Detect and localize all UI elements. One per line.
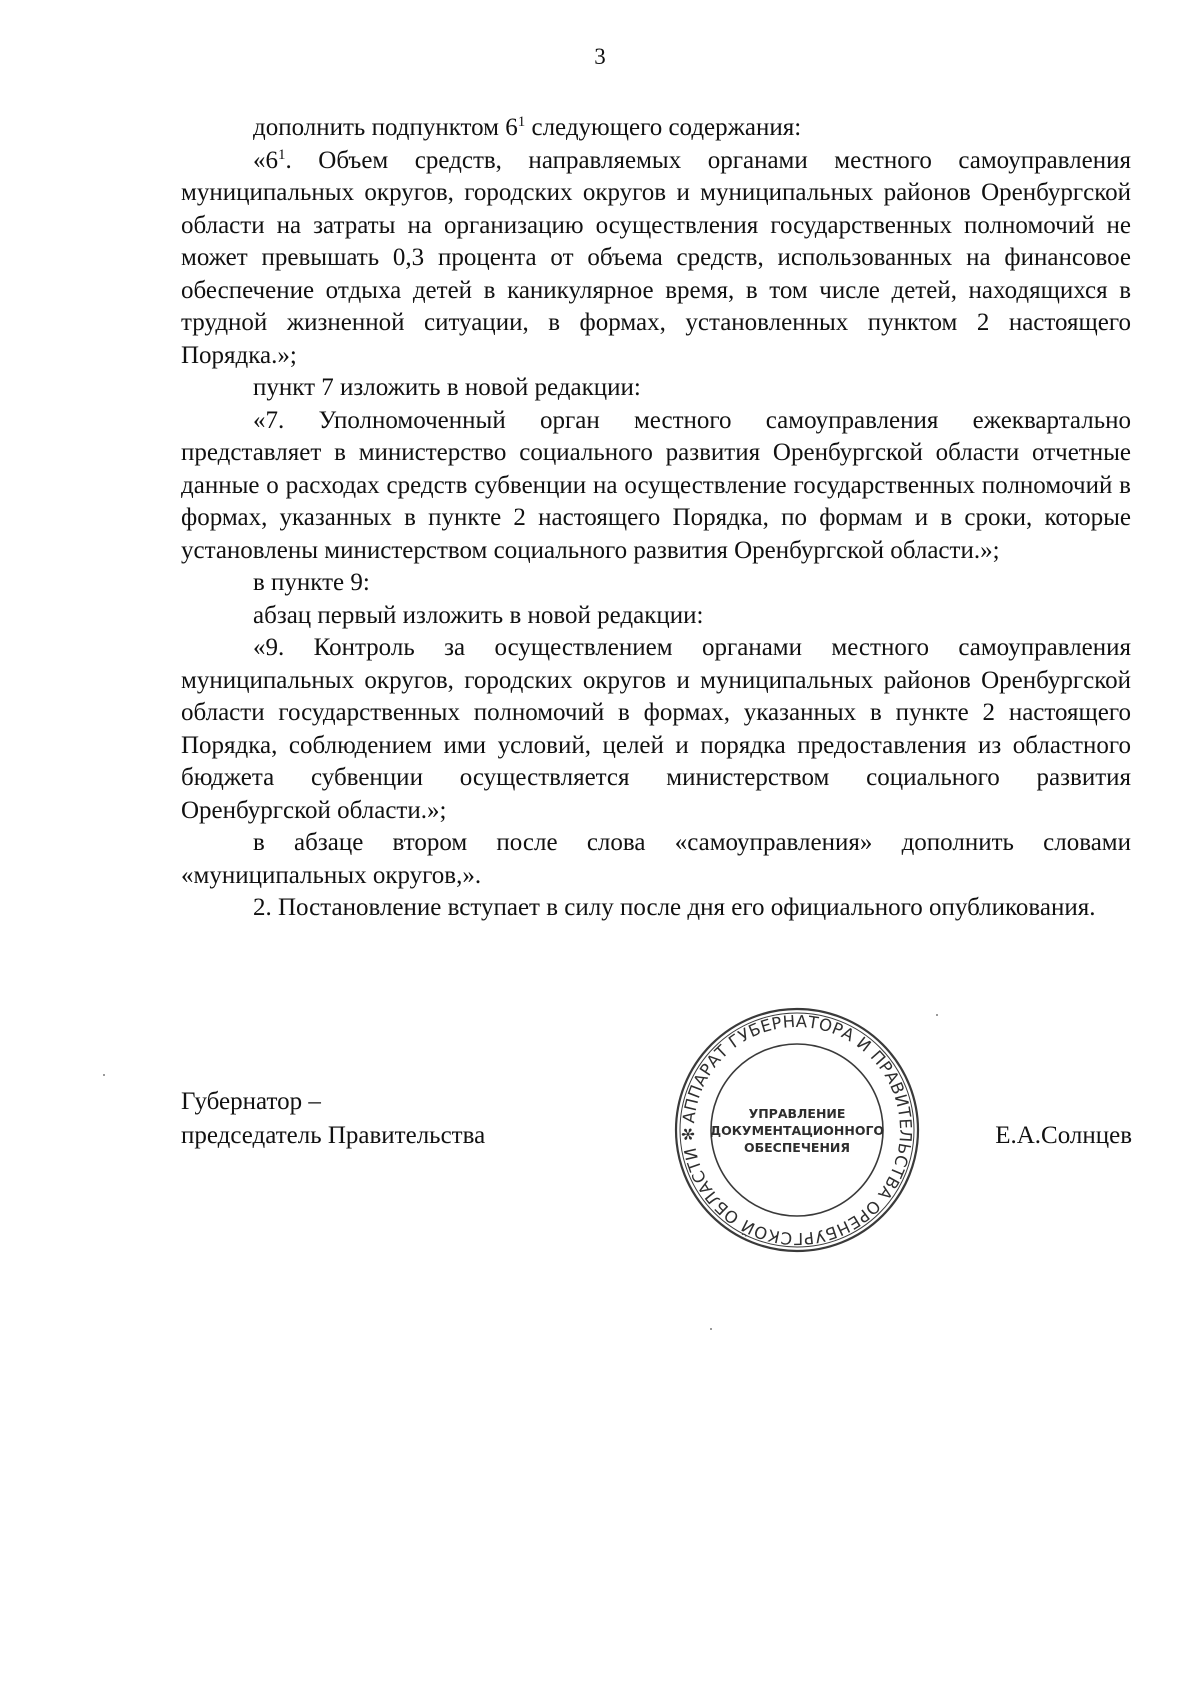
stamp-center-line-1: УПРАВЛЕНИЕ [748,1106,846,1121]
scan-speck [710,1328,712,1330]
signatory-title [181,1085,485,1153]
official-seal-stamp [672,1005,922,1255]
scan-speck [103,1074,105,1076]
paragraph-6: абзац первый изложить в новой редакции: [253,601,704,629]
stamp-ring-text: АППАРАТ ГУБЕРНАТОРА И ПРАВИТЕЛЬСТВА ОРЕНБУРГСКОЙ ОБЛАСТИ ✻ [678,1011,916,1249]
signatory-name: Е.А.Солнцев [995,1122,1132,1149]
scan-speck [936,1014,938,1016]
paragraph-3: пункт 7 изложить в новой редакции: [253,374,641,401]
signatory-title-line-2: председатель Правительства [181,1122,486,1149]
paragraph-2: «$6^1$. Объем средств, направляемых органами местного самоуправления муниципальных округов, городских округов и муниципальных районов Оренбургской области на затраты на организацию осуществления государственных полномочий не может превышать 0,3 процента от объема средств, использованных на финансовое обеспечение отдыха детей в каникулярное время, в том числе детей, находящихся в трудной жизненной ситуации, в формах, установленных пунктом 2 настоящего Порядка.»; [181,146,1131,369]
paragraph-9: 2. Постановление вступает в силу после дня его официального опубликования. [253,894,1096,921]
stamp-center-line-2: ДОКУМЕНТАЦИОННОГО [709,1123,885,1138]
page-number: 3 [594,44,606,69]
signatory-title-line-1: Губернатор – [181,1088,321,1115]
paragraph-7: «9. Контроль за осуществлением органами местного самоуправления муниципальных округов, городских округов и муниципальных районов Оренбургской области государственных полномочий в формах, указанных в пункте 2 настоящего Порядка, соблюдением ими условий, целей и порядка предоставления из областного бюджета субвенции осуществляется министерством социального развития Оренбургской области.»; [181,634,1131,824]
paragraph-5: в пункте 9: [253,569,370,596]
superscript: 1 [517,114,526,130]
superscript: 1 [278,146,286,163]
document-body [181,112,1131,925]
paragraph-4: «7. Уполномоченный орган местного самоуправления ежеквартально представляет в министерство социального развития Оренбургской области отчетные данные о расходах средств субвенции на осуществление государственных полномочий в формах, указанных в пункте 2 настоящего Порядка, по формам и в сроки, которые установлены министерством социального развития Оренбургской области.»; [181,406,1131,564]
stamp-center-line-3: ОБЕСПЕЧЕНИЯ [743,1140,851,1155]
paragraph-8: в абзаце втором после слова «самоуправления» дополнить словами «муниципальных округов,». [181,829,1131,889]
paragraph-1: дополнить подпунктом $6^1$ следующего содержания: [253,114,802,141]
